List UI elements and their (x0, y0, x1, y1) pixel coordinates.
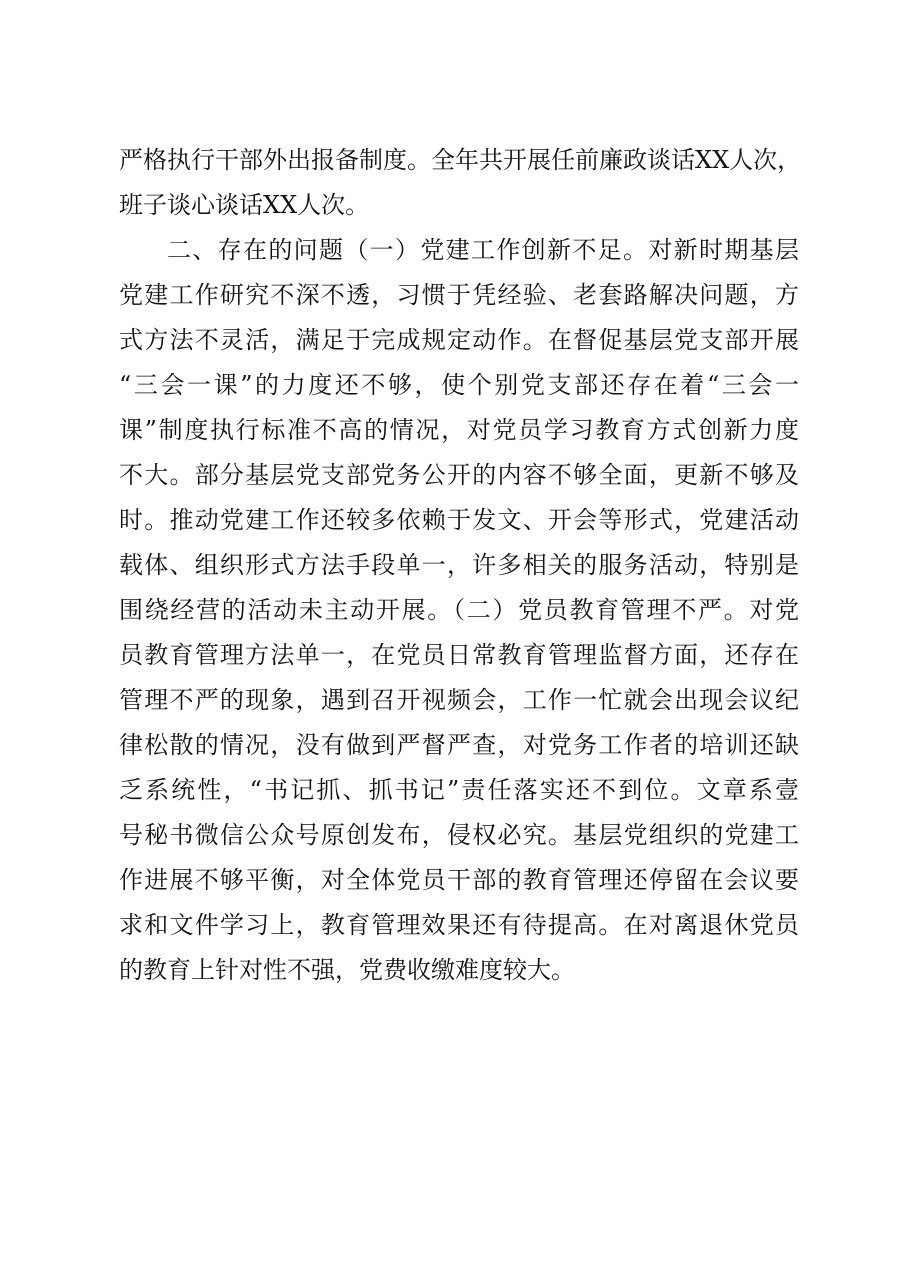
text-line: “三会一课”的力度还不够，使个别党支部还存在着“三会一 (119, 371, 799, 399)
text-line: 时。推动党建工作还较多依赖于发文、开会等形式，党建活动 (119, 506, 799, 534)
text-line: 管理不严的现象，遇到召开视频会，工作一忙就会出现会议纪 (119, 686, 799, 714)
text-line: 载体、组织形式方法手段单一，许多相关的服务活动，特别是 (119, 551, 799, 579)
text-line: 求和文件学习上，教育管理效果还有待提高。在对离退休党员 (119, 911, 799, 939)
text-line: 式方法不灵活，满足于完成规定动作。在督促基层党支部开展 (119, 326, 799, 354)
body-text (119, 138, 802, 993)
text-line: 的教育上针对性不强，党费收缴难度较大。 (119, 956, 575, 984)
text-line: 严格执行干部外出报备制度。全年共开展任前廉政谈话XX人次， (119, 146, 802, 174)
text-line: 作进展不够平衡，对全体党员干部的教育管理还停留在会议要 (119, 866, 799, 894)
text-line: 不大。部分基层党支部党务公开的内容不够全面，更新不够及 (119, 461, 799, 489)
text-line: 二、存在的问题（一）党建工作创新不足。对新时期基层 (167, 236, 799, 264)
text-line: 党建工作研究不深不透，习惯于凭经验、老套路解决问题，方 (119, 281, 799, 309)
text-line: 号秘书微信公众号原创发布，侵权必究。基层党组织的党建工 (119, 821, 799, 849)
text-line: 乏系统性，“书记抓、抓书记”责任落实还不到位。文章系壹 (119, 776, 799, 804)
text-line: 班子谈心谈话XX人次。 (119, 191, 370, 219)
text-line: 律松散的情况，没有做到严督严查，对党务工作者的培训还缺 (119, 731, 799, 759)
text-line: 课”制度执行标准不高的情况，对党员学习教育方式创新力度 (119, 416, 799, 444)
text-line: 围绕经营的活动未主动开展。（二）党员教育管理不严。对党 (119, 596, 799, 624)
text-line: 员教育管理方法单一，在党员日常教育管理监督方面，还存在 (119, 641, 799, 669)
